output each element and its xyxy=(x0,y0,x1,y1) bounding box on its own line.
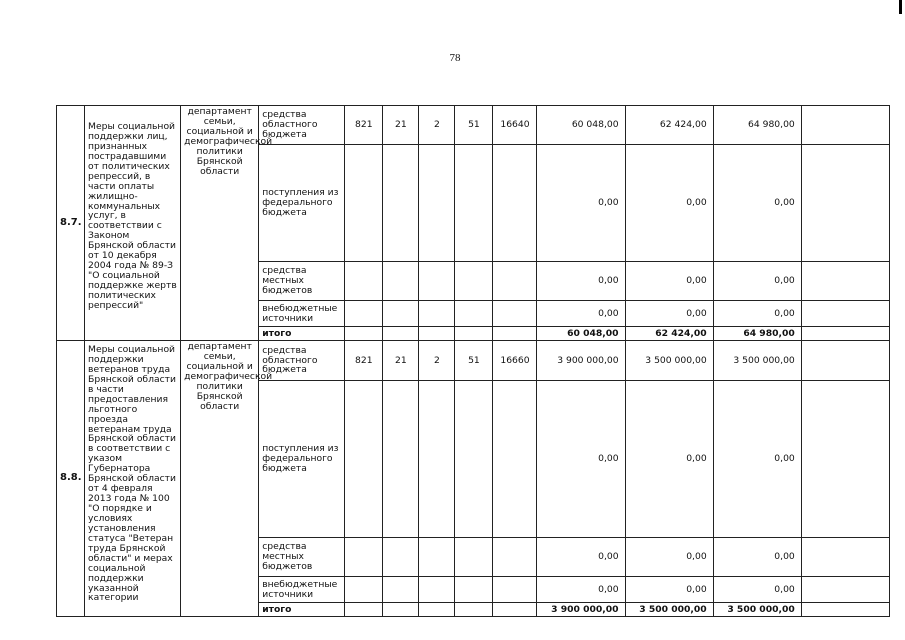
amount-cell: 0,00 xyxy=(537,262,625,301)
empty-cell xyxy=(801,262,889,301)
code-cell xyxy=(383,577,419,603)
amount-cell: 0,00 xyxy=(625,301,713,327)
code-cell xyxy=(345,577,383,603)
code-cell xyxy=(419,577,455,603)
amount-cell: 62 424,00 xyxy=(625,106,713,145)
code-cell xyxy=(383,262,419,301)
code-cell xyxy=(455,301,493,327)
code-cell xyxy=(493,301,537,327)
table-row xyxy=(57,106,890,145)
code-cell xyxy=(455,145,493,262)
total-amount-cell: 3 500 000,00 xyxy=(625,603,713,617)
amount-cell: 0,00 xyxy=(625,577,713,603)
empty-cell xyxy=(801,341,889,381)
empty-cell xyxy=(801,301,889,327)
code-cell xyxy=(493,538,537,577)
code-cell: 2 xyxy=(419,341,455,381)
amount-cell: 0,00 xyxy=(713,262,801,301)
total-amount-cell: 60 048,00 xyxy=(537,327,625,341)
code-cell xyxy=(383,603,419,617)
responsible-department: департамент семьи, социальной и демографической политики Брянской области xyxy=(181,341,259,617)
amount-cell: 0,00 xyxy=(713,577,801,603)
amount-cell: 0,00 xyxy=(537,538,625,577)
code-cell xyxy=(345,145,383,262)
code-cell: 821 xyxy=(345,106,383,145)
code-cell xyxy=(493,327,537,341)
code-cell xyxy=(419,327,455,341)
code-cell xyxy=(455,603,493,617)
empty-cell xyxy=(801,603,889,617)
code-cell: 821 xyxy=(345,341,383,381)
program-measures-table xyxy=(56,105,890,617)
code-cell xyxy=(493,262,537,301)
empty-cell xyxy=(801,381,889,538)
code-cell xyxy=(345,538,383,577)
code-cell xyxy=(383,327,419,341)
total-amount-cell: 64 980,00 xyxy=(713,327,801,341)
total-amount-cell: 3 900 000,00 xyxy=(537,603,625,617)
amount-cell: 60 048,00 xyxy=(537,106,625,145)
code-cell: 16640 xyxy=(493,106,537,145)
funding-source: средства местных бюджетов xyxy=(259,538,345,577)
empty-cell xyxy=(801,145,889,262)
code-cell xyxy=(345,327,383,341)
total-label: итого xyxy=(259,603,345,617)
amount-cell: 0,00 xyxy=(713,538,801,577)
total-amount-cell: 3 500 000,00 xyxy=(713,603,801,617)
amount-cell: 3 900 000,00 xyxy=(537,341,625,381)
funding-source: средства областного бюджета xyxy=(259,341,345,381)
code-cell xyxy=(345,301,383,327)
code-cell xyxy=(455,262,493,301)
code-cell xyxy=(419,262,455,301)
code-cell xyxy=(345,603,383,617)
code-cell xyxy=(455,327,493,341)
section-number: 8.7. xyxy=(57,106,85,341)
page-number: 78 xyxy=(449,52,461,64)
code-cell xyxy=(455,381,493,538)
amount-cell: 0,00 xyxy=(713,145,801,262)
code-cell xyxy=(419,381,455,538)
code-cell: 51 xyxy=(455,106,493,145)
code-cell: 21 xyxy=(383,341,419,381)
amount-cell: 0,00 xyxy=(625,538,713,577)
amount-cell: 0,00 xyxy=(537,301,625,327)
amount-cell: 0,00 xyxy=(713,381,801,538)
code-cell xyxy=(419,603,455,617)
code-cell xyxy=(493,577,537,603)
scan-edge-mark xyxy=(899,0,902,14)
code-cell xyxy=(493,145,537,262)
code-cell xyxy=(345,262,383,301)
funding-source: средства местных бюджетов xyxy=(259,262,345,301)
amount-cell: 0,00 xyxy=(625,381,713,538)
code-cell xyxy=(419,145,455,262)
code-cell xyxy=(383,301,419,327)
responsible-department: департамент семьи, социальной и демографической политики Брянской области xyxy=(181,106,259,341)
code-cell: 21 xyxy=(383,106,419,145)
amount-cell: 0,00 xyxy=(537,381,625,538)
code-cell: 51 xyxy=(455,341,493,381)
empty-cell xyxy=(801,577,889,603)
code-cell: 2 xyxy=(419,106,455,145)
code-cell xyxy=(419,538,455,577)
amount-cell: 0,00 xyxy=(713,301,801,327)
amount-cell: 0,00 xyxy=(625,145,713,262)
code-cell xyxy=(419,301,455,327)
code-cell xyxy=(383,145,419,262)
amount-cell: 0,00 xyxy=(625,262,713,301)
empty-cell xyxy=(801,538,889,577)
code-cell xyxy=(455,538,493,577)
amount-cell: 3 500 000,00 xyxy=(625,341,713,381)
amount-cell: 64 980,00 xyxy=(713,106,801,145)
amount-cell: 3 500 000,00 xyxy=(713,341,801,381)
amount-cell: 0,00 xyxy=(537,145,625,262)
code-cell xyxy=(383,538,419,577)
section-number: 8.8. xyxy=(57,341,85,617)
measure-description: Меры социальной поддержки ветеранов труда Брянской области в части предоставления льготного проезда ветеранам труда Брянской области в соответствии с указом Губернатора Брянской области от 4 февраля 2013 года № 100 "О порядке и условиях установления статуса "Ветеран труда Брянской области" и мерах социальной поддержки указанной категории xyxy=(85,341,181,617)
total-label: итого xyxy=(259,327,345,341)
total-amount-cell: 62 424,00 xyxy=(625,327,713,341)
code-cell: 16660 xyxy=(493,341,537,381)
measure-description: Меры социальной поддержки лиц, признанных пострадавшими от политических репрессий, в части оплаты жилищно-коммунальных услуг, в соответствии с Законом Брянской области от 10 декабря 2004 года № 89-З "О социальной поддержке жертв политических репрессий" xyxy=(85,106,181,341)
funding-source: поступления из федерального бюджета xyxy=(259,381,345,538)
amount-cell: 0,00 xyxy=(537,577,625,603)
funding-source: поступления из федерального бюджета xyxy=(259,145,345,262)
code-cell xyxy=(345,381,383,538)
code-cell xyxy=(455,577,493,603)
funding-source: внебюджетные источники xyxy=(259,301,345,327)
funding-source: средства областного бюджета xyxy=(259,106,345,145)
funding-source: внебюджетные источники xyxy=(259,577,345,603)
empty-cell xyxy=(801,106,889,145)
code-cell xyxy=(493,603,537,617)
code-cell xyxy=(383,381,419,538)
table-row xyxy=(57,341,890,381)
empty-cell xyxy=(801,327,889,341)
code-cell xyxy=(493,381,537,538)
